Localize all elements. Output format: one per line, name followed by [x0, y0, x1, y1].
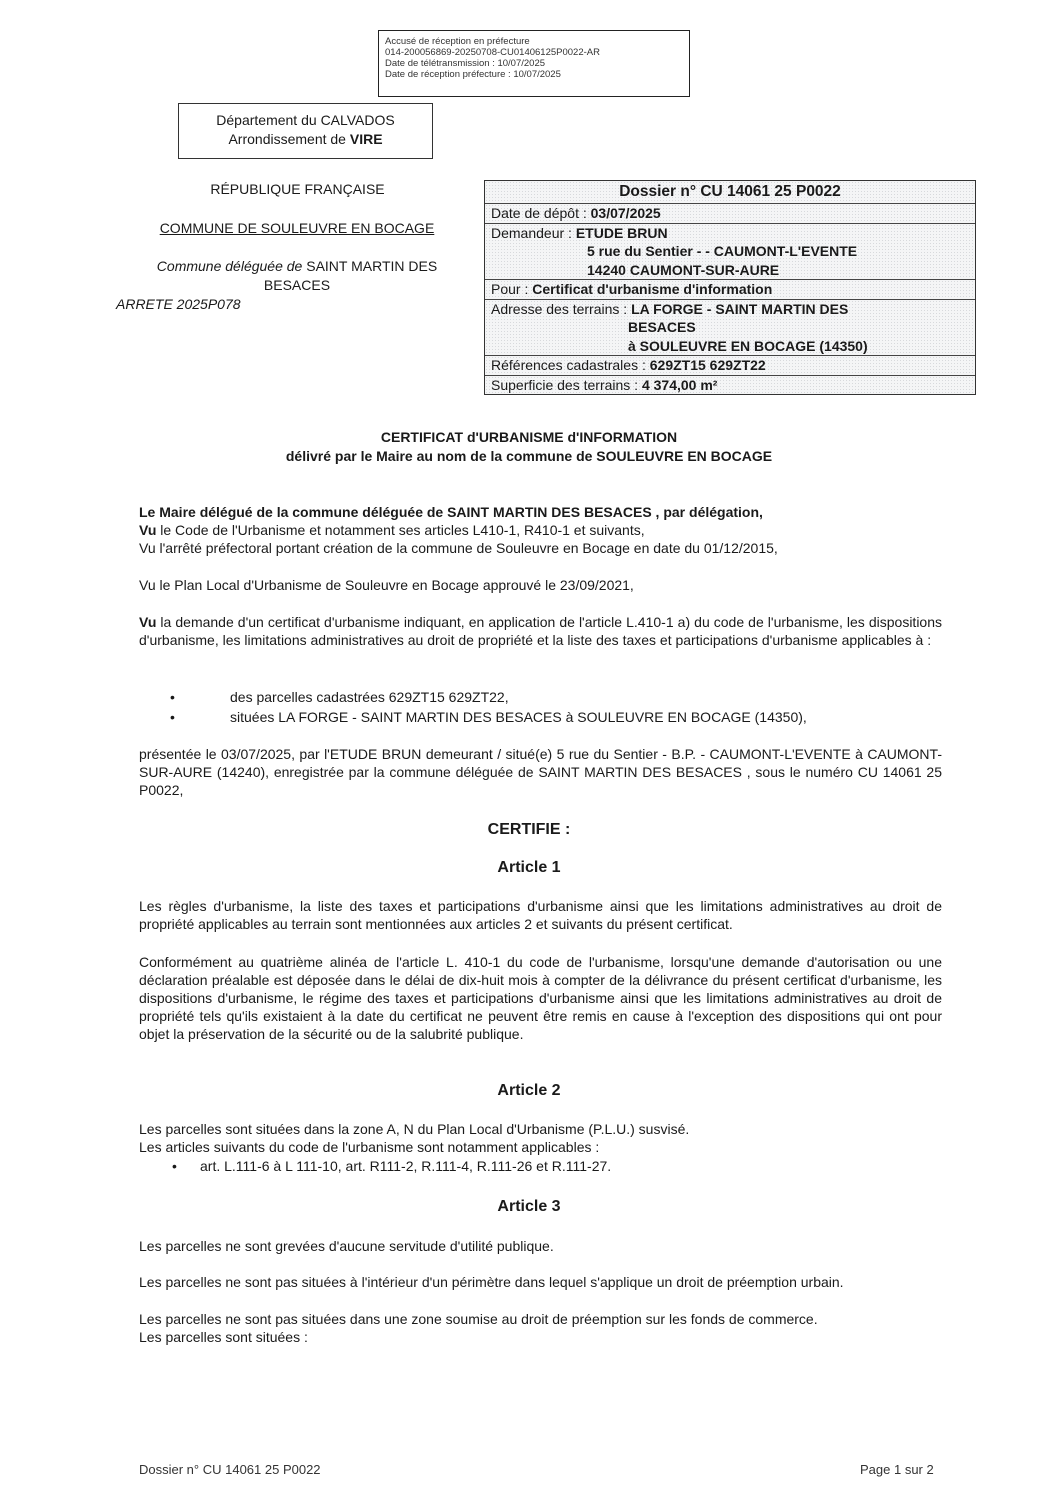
bullet-icon: •	[172, 1158, 177, 1174]
certificate-subtitle: délivré par le Maire au nom de la commune de SOULEUVRE EN BOCAGE	[285, 448, 773, 464]
surface-row: Superficie des terrains : 4 374,00 m²	[485, 375, 975, 395]
list-item: • situées LA FORGE - SAINT MARTIN DES BESACES à SOULEUVRE EN BOCAGE (14350),	[170, 709, 807, 725]
list-item: • des parcelles cadastrées 629ZT15 629ZT22,	[170, 689, 509, 705]
republic-heading: RÉPUBLIQUE FRANÇAISE	[210, 181, 385, 197]
cadastral-refs-row: Références cadastrales : 629ZT15 629ZT22	[485, 355, 975, 375]
bullet-icon: •	[170, 689, 175, 705]
vu-arrete-line: Vu l'arrêté préfectoral portant création de la commune de Souleuvre en Bocage en date du 01/12/2015,	[139, 540, 778, 556]
presentee-paragraph: présentée le 03/07/2025, par l'ETUDE BRUN demeurant / situé(e) 5 rue du Sentier - B.P. - CAUMONT-L'EVENTE à CAUMONT-SUR-AURE (14240), enregistrée par la commune déléguée de SAINT MARTIN DES BESACES , sous le numéro CU 14061 25 P0022,	[139, 746, 942, 798]
article-3-line-3: Les parcelles ne sont pas situées dans une zone soumise au droit de préemption sur les fonds de commerce.	[139, 1311, 818, 1327]
page-number: Page 1 sur 2	[860, 1462, 934, 1477]
stamp-line: Accusé de réception en préfecture	[385, 36, 530, 47]
vu-code-line: Vu le Code de l'Urbanisme et notamment ses articles L410-1, R410-1 et suivants,	[139, 522, 645, 538]
stamp-line: Date de réception préfecture : 10/07/2025	[385, 69, 561, 80]
certificate-title: CERTIFICAT d'URBANISME d'INFORMATION	[380, 429, 678, 445]
demandeur-row: Demandeur : ETUDE BRUN 5 rue du Sentier - - CAUMONT-L'EVENTE 14240 CAUMONT-SUR-AURE	[485, 223, 975, 280]
article-2-line-2: Les articles suivants du code de l'urbanisme sont notamment applicables :	[139, 1139, 600, 1155]
list-item: • art. L.111-6 à L 111-10, art. R111-2, R.111-4, R.111-26 et R.111-27.	[172, 1158, 612, 1174]
stamp-line: Date de télétransmission : 10/07/2025	[385, 58, 546, 69]
dossier-box	[484, 180, 976, 395]
commune-heading: COMMUNE DE SOULEUVRE EN BOCAGE	[159, 220, 435, 236]
article-2-heading: Article 2	[497, 1082, 561, 1099]
department-line: Département du CALVADOS	[216, 112, 395, 128]
article-3-line-1: Les parcelles ne sont grevées d'aucune servitude d'utilité publique.	[139, 1238, 554, 1254]
dossier-title: Dossier n° CU 14061 25 P0022	[485, 181, 975, 203]
article-3-line-4: Les parcelles sont situées :	[139, 1329, 308, 1345]
article-1-paragraph-1: Les règles d'urbanisme, la liste des taxes et participations d'urbanisme ainsi que les limitations administratives au droit de propriété applicables au terrain sont mentionnées aux articles 2 et suivants du présent certificat.	[139, 898, 942, 932]
arrondissement-line: Arrondissement de VIRE	[228, 131, 383, 147]
vu-plu-line: Vu le Plan Local d'Urbanisme de Souleuvre en Bocage approuvé le 23/09/2021,	[139, 577, 634, 593]
pour-row: Pour : Certificat d'urbanisme d'information	[485, 279, 975, 299]
footer-dossier-number: Dossier n° CU 14061 25 P0022	[139, 1462, 321, 1477]
article-3-line-2: Les parcelles ne sont pas situées à l'intérieur d'un périmètre dans lequel s'applique un droit de préemption urbain.	[139, 1274, 844, 1290]
article-1-paragraph-2: Conformément au quatrième alinéa de l'article L. 410-1 du code de l'urbanisme, lorsqu'une demande d'autorisation ou une déclaration préalable est déposée dans le délai de dix-huit mois à compter de la délivrance du présent certificat d'urbanisme, les dispositions d'urbanisme, le régime des taxes et participations d'urbanisme ainsi que les limitations administratives au droit de propriété tels qu'ils existaient à la date du certificat ne peuvent être remis en cause à l'exception des dispositions qui ont pour objet la préservation de la sécurité ou de la salubrité publique.	[139, 954, 942, 1042]
department-box	[178, 103, 433, 159]
stamp-line: 014-200056869-20250708-CU01406125P0022-AR	[385, 47, 600, 58]
article-1-heading: Article 1	[497, 859, 561, 876]
depot-date-row: Date de dépôt : 03/07/2025	[485, 203, 975, 223]
certifie-heading: CERTIFIE :	[487, 821, 571, 838]
article-2-line-1: Les parcelles sont situées dans la zone A, N du Plan Local d'Urbanisme (P.L.U.) susvisé.	[139, 1121, 690, 1137]
vu-demande-paragraph: Vu la demande d'un certificat d'urbanisme indiquant, en application de l'article L.410-1 a) du code de l'urbanisme, les dispositions d'urbanisme, les limitations administratives au droit de propriété et la liste des taxes et participations d'urbanisme applicables à :	[139, 614, 942, 648]
arrete-number: ARRETE 2025P078	[116, 296, 241, 312]
commune-deleguee: Commune déléguée de SAINT MARTIN DES BESACES	[156, 258, 438, 293]
article-3-heading: Article 3	[497, 1198, 561, 1215]
maire-line: Le Maire délégué de la commune déléguée de SAINT MARTIN DES BESACES , par délégation,	[139, 504, 763, 520]
bullet-icon: •	[170, 709, 175, 725]
prefecture-receipt-stamp	[378, 30, 690, 97]
adresse-row: Adresse des terrains : LA FORGE - SAINT MARTIN DES BESACES à SOULEUVRE EN BOCAGE (14350)	[485, 299, 975, 356]
